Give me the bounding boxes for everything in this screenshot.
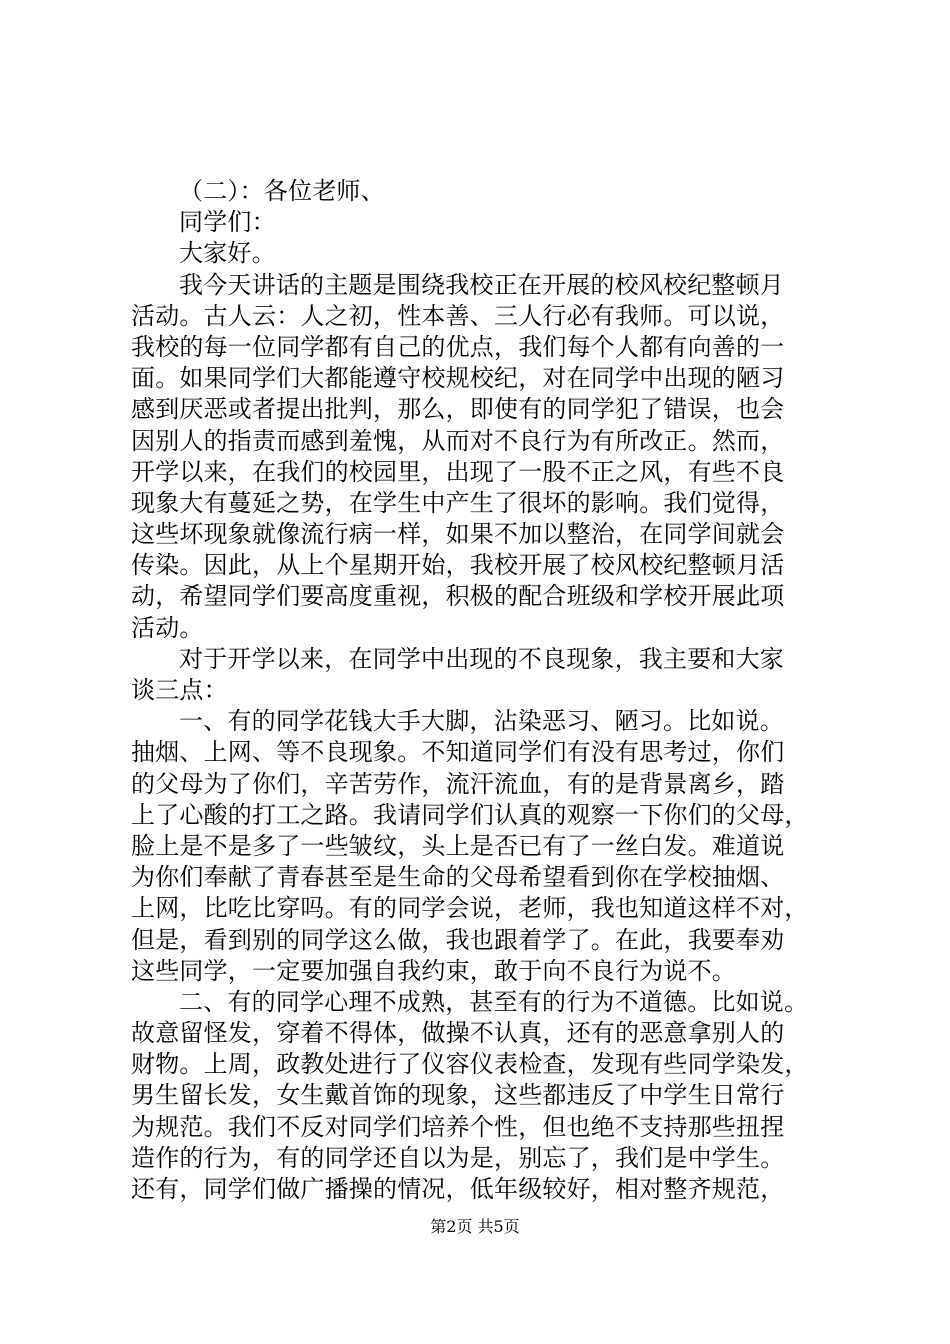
text-line: 但是，看到别的同学这么做，我也跟着学了。在此，我要奉劝: [131, 925, 785, 954]
text-line: 财物。上周，政教处进行了仪容仪表检查，发现有些同学染发，: [131, 1050, 809, 1079]
text-line: 脸上是不是多了一些皱纹，头上是否已有了一丝白发。难道说: [131, 831, 785, 860]
text-line: 男生留长发，女生戴首饰的现象，这些都违反了中学生日常行: [131, 1081, 785, 1110]
text-line: 动，希望同学们要高度重视，积极的配合班级和学校开展此项: [131, 582, 785, 611]
text-line: 为你们奉献了青春甚至是生命的父母希望看到你在学校抽烟、: [131, 863, 785, 892]
text-line: 造作的行为，有的同学还自以为是，别忘了，我们是中学生。: [131, 1143, 785, 1172]
text-line: 故意留怪发，穿着不得体，做操不认真，还有的恶意拿别人的: [131, 1019, 785, 1048]
text-line: 活动。: [131, 613, 204, 642]
text-line: 同学们：: [179, 208, 276, 237]
text-line: 活动。古人云：人之初，性本善、三人行必有我师。可以说，: [131, 301, 785, 330]
text-line: 一、有的同学花钱大手大脚，沾染恶习、陋习。比如说。: [179, 707, 784, 736]
page-number-label: 第2页 共5页: [430, 1217, 520, 1236]
text-line: 还有，同学们做广播操的情况，低年级较好，相对整齐规范，: [131, 1175, 785, 1203]
text-line: 开学以来，在我们的校园里，出现了一股不正之风，有些不良: [131, 457, 785, 486]
text-line: 传染。因此，从上个星期开始，我校开展了校风校纪整顿月活: [131, 551, 785, 580]
text-line: 现象大有蔓延之势，在学生中产生了很坏的影响。我们觉得，: [131, 488, 785, 517]
text-line: 我今天讲话的主题是围绕我校正在开展的校风校纪整顿月: [179, 270, 784, 299]
text-line: 感到厌恶或者提出批判，那么，即使有的同学犯了错误，也会: [131, 395, 785, 424]
text-line: 抽烟、上网、等不良现象。不知道同学们有没有思考过，你们: [131, 738, 785, 767]
text-line: 上了心酸的打工之路。我请同学们认真的观察一下你们的父母，: [131, 800, 809, 829]
text-line: 大家好。: [179, 239, 276, 268]
text-line: 二、有的同学心理不成熟，甚至有的行为不道德。比如说。: [179, 987, 809, 1016]
text-line: 谈三点：: [131, 676, 228, 704]
text-line: 对于开学以来，在同学中出现的不良现象，我主要和大家: [179, 644, 784, 673]
text-line: 面。如果同学们大都能遵守校规校纪，对在同学中出现的陋习: [131, 364, 785, 393]
text-line: 我校的每一位同学都有自己的优点，我们每个人都有向善的一: [131, 332, 785, 361]
body-text: [131, 176, 831, 1205]
text-line: 这些同学，一定要加强自我约束，敢于向不良行为说不。: [131, 956, 736, 985]
text-line: （二）：各位老师、: [179, 177, 385, 205]
text-line: 因别人的指责而感到羞愧，从而对不良行为有所改正。然而，: [131, 426, 785, 455]
text-line: 这些坏现象就像流行病一样，如果不加以整治，在同学间就会: [131, 520, 785, 549]
text-line: 上网，比吃比穿吗。有的同学会说，老师，我也知道这样不对，: [131, 894, 809, 923]
page-footer: [0, 1217, 950, 1237]
text-line: 为规范。我们不反对同学们培养个性，但也绝不支持那些扭捏: [131, 1112, 785, 1141]
text-line: 的父母为了你们，辛苦劳作，流汗流血，有的是背景离乡，踏: [131, 769, 785, 798]
